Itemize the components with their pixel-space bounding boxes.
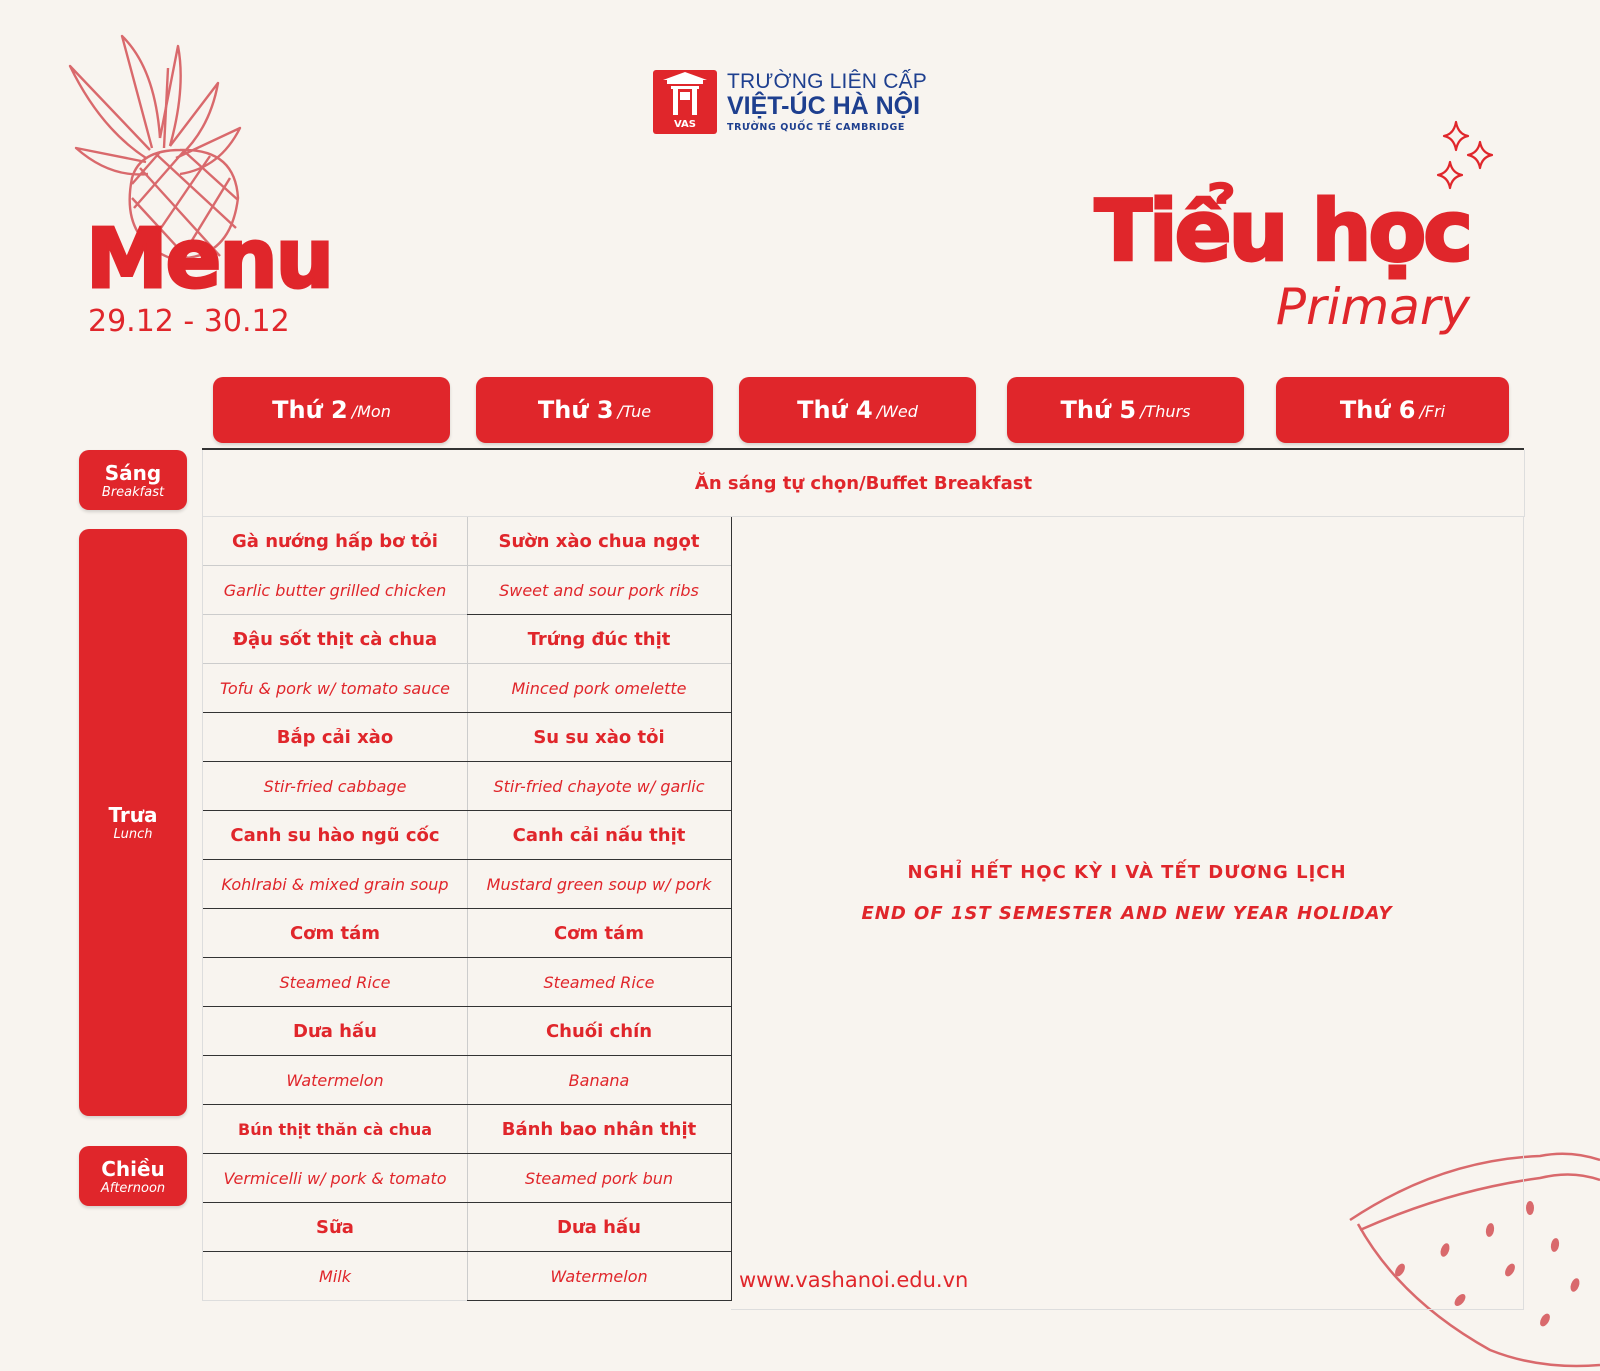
meal-label-breakfast — [79, 450, 187, 510]
meal-vi: Trưa — [108, 803, 158, 827]
gate-icon — [653, 70, 717, 120]
dish-vi: Bún thịt thăn cà chua — [203, 1105, 467, 1154]
day-header-thu — [1007, 377, 1244, 443]
dish-vi: Sườn xào chua ngọt — [467, 517, 731, 566]
meal-en: Afternoon — [100, 1180, 166, 1196]
dish-en: Watermelon — [203, 1056, 467, 1105]
dish-en: Steamed Rice — [467, 958, 731, 1007]
school-emblem — [653, 70, 717, 134]
dish-en: Minced pork omelette — [467, 664, 731, 713]
day-vi: Thứ 4 — [797, 396, 873, 424]
day-en: /Mon — [351, 401, 391, 421]
dish-en: Kohlrabi & mixed grain soup — [203, 860, 467, 909]
dish-en: Milk — [203, 1252, 467, 1301]
dish-en: Tofu & pork w/ tomato sauce — [203, 664, 467, 713]
level-title-vi: Tiểu học — [1094, 182, 1470, 280]
meal-en: Breakfast — [101, 484, 165, 500]
menu-column-mon — [202, 517, 468, 1301]
meal-label-lunch — [79, 529, 187, 1116]
day-header-wed — [739, 377, 976, 443]
logo-line-3: TRƯỜNG QUỐC TẾ CAMBRIDGE — [727, 122, 905, 133]
day-en: /Tue — [617, 401, 652, 421]
dish-en: Garlic butter grilled chicken — [203, 566, 467, 615]
dish-en: Vermicelli w/ pork & tomato — [203, 1154, 467, 1203]
meal-label-afternoon — [79, 1146, 187, 1206]
day-vi: Thứ 2 — [272, 396, 348, 424]
emblem-text: VAS — [673, 119, 696, 130]
menu-title: Menu — [86, 212, 332, 307]
dish-vi: Dưa hấu — [467, 1203, 731, 1252]
day-en: /Fri — [1419, 401, 1446, 421]
meal-en: Lunch — [113, 827, 153, 842]
day-en: /Thurs — [1140, 401, 1191, 421]
dish-en: Stir-fried cabbage — [203, 762, 467, 811]
dish-en: Sweet and sour pork ribs — [467, 566, 731, 615]
logo-line-1: TRƯỜNG LIÊN CẤP — [727, 70, 927, 93]
dish-vi: Bắp cải xào — [203, 713, 467, 762]
dish-en: Banana — [467, 1056, 731, 1105]
dish-en: Mustard green soup w/ pork — [467, 860, 731, 909]
breakfast-row: Ăn sáng tự chọn/Buffet Breakfast — [202, 450, 1525, 517]
day-vi: Thứ 3 — [537, 396, 614, 424]
holiday-notice-vi: NGHỈ HẾT HỌC KỲ I VÀ TẾT DƯƠNG LỊCH — [907, 862, 1347, 883]
dish-vi: Canh su hào ngũ cốc — [203, 811, 467, 860]
menu-column-tue — [467, 517, 732, 1301]
dish-vi: Gà nướng hấp bơ tỏi — [203, 517, 467, 566]
dish-vi: Sữa — [203, 1203, 467, 1252]
dish-vi: Cơm tám — [467, 909, 731, 958]
meal-vi: Chiều — [101, 1156, 165, 1181]
dish-en: Stir-fried chayote w/ garlic — [467, 762, 731, 811]
dish-vi: Trứng đúc thịt — [467, 615, 731, 664]
dish-en: Watermelon — [467, 1252, 731, 1301]
day-header-tue — [476, 377, 713, 443]
dish-vi: Đậu sốt thịt cà chua — [203, 615, 467, 664]
dish-vi: Canh cải nấu thịt — [467, 811, 731, 860]
day-vi: Thứ 6 — [1339, 396, 1416, 424]
dish-vi: Bánh bao nhân thịt — [467, 1105, 731, 1154]
holiday-notice-en: END OF 1ST SEMESTER AND NEW YEAR HOLIDAY — [861, 903, 1393, 924]
logo-line-2: VIỆT-ÚC HÀ NỘI — [727, 92, 921, 120]
date-range: 29.12 - 30.12 — [88, 304, 290, 339]
day-vi: Thứ 5 — [1060, 396, 1137, 424]
day-header-mon — [213, 377, 450, 443]
dish-vi: Cơm tám — [203, 909, 467, 958]
meal-vi: Sáng — [104, 460, 162, 485]
level-title-en: Primary — [1275, 278, 1470, 336]
school-logo — [653, 70, 927, 134]
dish-vi: Dưa hấu — [203, 1007, 467, 1056]
website-link[interactable]: www.vashanoi.edu.vn — [739, 1268, 969, 1292]
dish-en: Steamed Rice — [203, 958, 467, 1007]
day-en: /Wed — [876, 401, 918, 421]
dish-vi: Su su xào tỏi — [467, 713, 731, 762]
dish-en: Steamed pork bun — [467, 1154, 731, 1203]
day-header-fri — [1276, 377, 1509, 443]
dish-vi: Chuối chín — [467, 1007, 731, 1056]
